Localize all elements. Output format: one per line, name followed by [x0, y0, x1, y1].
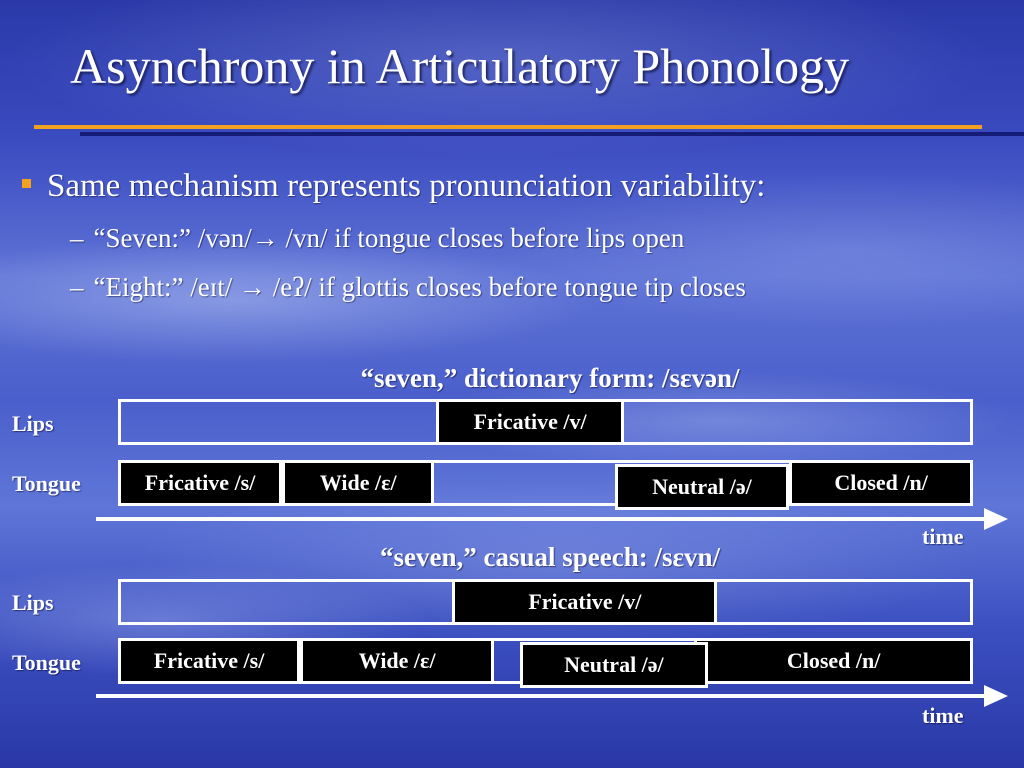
diagram-casual-title: “seven,” casual speech: /sεvn/	[379, 542, 721, 572]
time-axis-label: time	[922, 524, 964, 549]
row-label-tongue: Tongue	[12, 471, 81, 496]
row-label-lips: Lips	[12, 411, 54, 436]
gesture-fricative-v: Fricative /v/	[452, 579, 717, 625]
time-arrow-icon	[984, 508, 1008, 530]
gesture-fricative-v: Fricative /v/	[436, 399, 624, 445]
dash-bullet-icon: –	[70, 272, 84, 302]
diagram-dictionary-title: “seven,” dictionary form: /sɛvən/	[360, 363, 740, 393]
gesture-fricative-s: Fricative /s/	[118, 638, 300, 684]
bullet-sub-eight-text: “Eight:” /eɪt/ → /eʔ/ if glottis closes before tongue tip closes	[93, 272, 746, 302]
bullet-sub-seven	[70, 221, 684, 255]
gesture-neutral: Neutral /ə/	[615, 464, 789, 510]
gesture-neutral: Neutral /ə/	[520, 642, 708, 688]
row-label-lips: Lips	[12, 590, 54, 615]
time-axis	[96, 694, 984, 698]
dash-bullet-icon: –	[70, 223, 84, 253]
gesture-wide: Wide /ε/	[282, 460, 434, 506]
bullet-sub-eight	[70, 270, 746, 304]
gesture-closed-n: Closed /n/	[789, 460, 973, 506]
bullet-main	[22, 166, 765, 206]
time-axis-label: time	[922, 703, 964, 728]
gesture-closed-n: Closed /n/	[694, 638, 973, 684]
bullet-main-text: Same mechanism represents pronunciation variability:	[47, 168, 766, 204]
gesture-fricative-s: Fricative /s/	[118, 460, 282, 506]
bullet-sub-seven-text: “Seven:” /vən/→ /vn/ if tongue closes before lips open	[93, 223, 685, 253]
gesture-wide: Wide /ε/	[300, 638, 494, 684]
title-underline-orange	[34, 125, 982, 129]
title-underline-navy	[80, 132, 1024, 136]
slide-title: Asynchrony in Articulatory Phonology	[70, 38, 850, 94]
time-arrow-icon	[984, 685, 1008, 707]
row-label-tongue: Tongue	[12, 650, 81, 675]
square-bullet-icon	[22, 179, 31, 188]
time-axis	[96, 517, 984, 521]
